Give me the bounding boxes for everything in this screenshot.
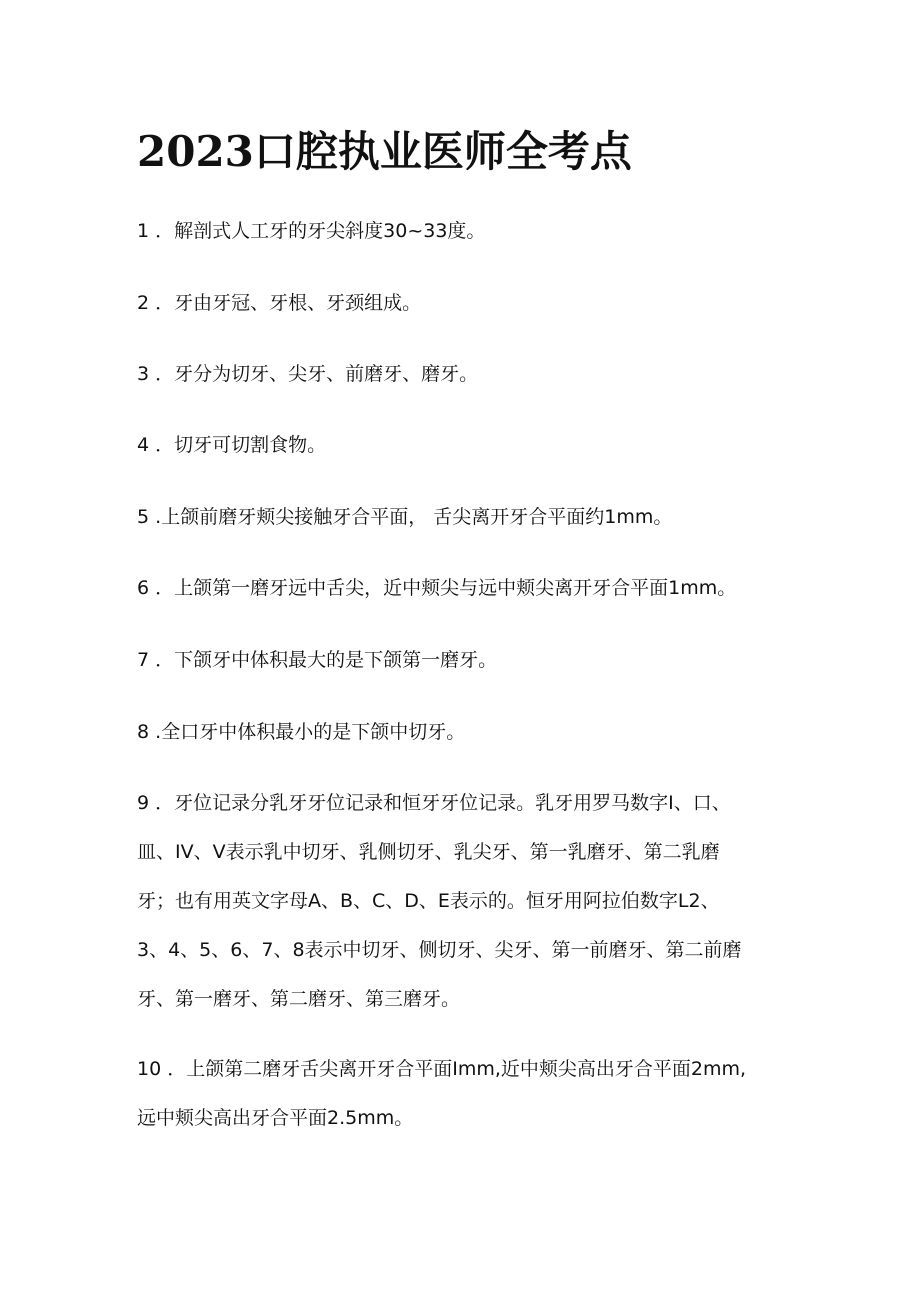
item-number: 9 xyxy=(137,792,150,814)
item-number: 2 xyxy=(137,292,150,314)
item-separator: ． xyxy=(155,363,175,385)
item-text: 全口牙中体积最小的是下颌中切牙。 xyxy=(161,721,466,743)
item-separator: . xyxy=(155,506,162,528)
list-item xyxy=(137,350,797,399)
item-line: 远中颊尖高出牙合平面2.5mm。 xyxy=(137,1107,414,1129)
item-separator: . xyxy=(155,721,162,743)
item-text: 下颌牙中体积最大的是下颌第一磨牙。 xyxy=(174,649,498,671)
item-separator: ． xyxy=(155,292,175,314)
item-line: 皿、IV、V表示乳中切牙、乳侧切牙、乳尖牙、第一乳磨牙、第二乳磨 xyxy=(137,841,720,863)
item-text: 牙分为切牙、尖牙、前磨牙、磨牙。 xyxy=(174,363,479,385)
item-number: 4 xyxy=(137,434,150,456)
item-separator: ． xyxy=(155,220,175,242)
item-text: 上颌前磨牙颊尖接触牙合平面， 舌尖离开牙合平面约1mm。 xyxy=(161,506,673,528)
item-number: 6 xyxy=(137,577,150,599)
item-line: 3、4、5、6、7、8表示中切牙、侧切牙、尖牙、第一前磨牙、第二前磨 xyxy=(137,939,742,961)
list-item xyxy=(137,207,797,256)
item-text: 上颌第二磨牙舌尖离开牙合平面Imm,近中颊尖高出牙合平面2mm, xyxy=(186,1058,747,1080)
item-number: 7 xyxy=(137,649,150,671)
item-text: 切牙可切割食物。 xyxy=(174,434,327,456)
item-line: 牙、第一磨牙、第二磨牙、第三磨牙。 xyxy=(137,988,461,1010)
list-item xyxy=(137,564,797,613)
item-line xyxy=(137,1045,797,1094)
list-item xyxy=(137,493,797,542)
item-number: 10 xyxy=(137,1058,162,1080)
list-item xyxy=(137,779,797,1024)
list-item xyxy=(137,708,797,757)
item-separator: ． xyxy=(155,792,175,814)
item-text: 解剖式人工牙的牙尖斜度30~33度。 xyxy=(174,220,486,242)
item-separator: ． xyxy=(167,1058,187,1080)
item-number: 1 xyxy=(137,220,150,242)
item-number: 3 xyxy=(137,363,150,385)
item-separator: ． xyxy=(155,649,175,671)
item-line xyxy=(137,779,797,828)
list-item xyxy=(137,1045,797,1143)
list-item xyxy=(137,636,797,685)
item-text: 牙位记录分乳牙牙位记录和恒牙牙位记录。乳牙用罗马数字I、口、 xyxy=(174,792,731,814)
item-line: 牙；也有用英文字母A、B、C、D、E表示的。恒牙用阿拉伯数字L2、 xyxy=(137,890,720,912)
item-separator: ． xyxy=(155,434,175,456)
list-item xyxy=(137,421,797,470)
item-text: 牙由牙冠、牙根、牙颈组成。 xyxy=(174,292,422,314)
item-separator: ． xyxy=(155,577,175,599)
page-title: 2023口腔执业医师全考点 xyxy=(137,127,632,176)
item-text: 上颌第一磨牙远中舌尖，近中颊尖与远中颊尖离开牙合平面1mm。 xyxy=(174,577,737,599)
item-number: 5 xyxy=(137,506,150,528)
list-item xyxy=(137,279,797,328)
item-number: 8 xyxy=(137,721,150,743)
